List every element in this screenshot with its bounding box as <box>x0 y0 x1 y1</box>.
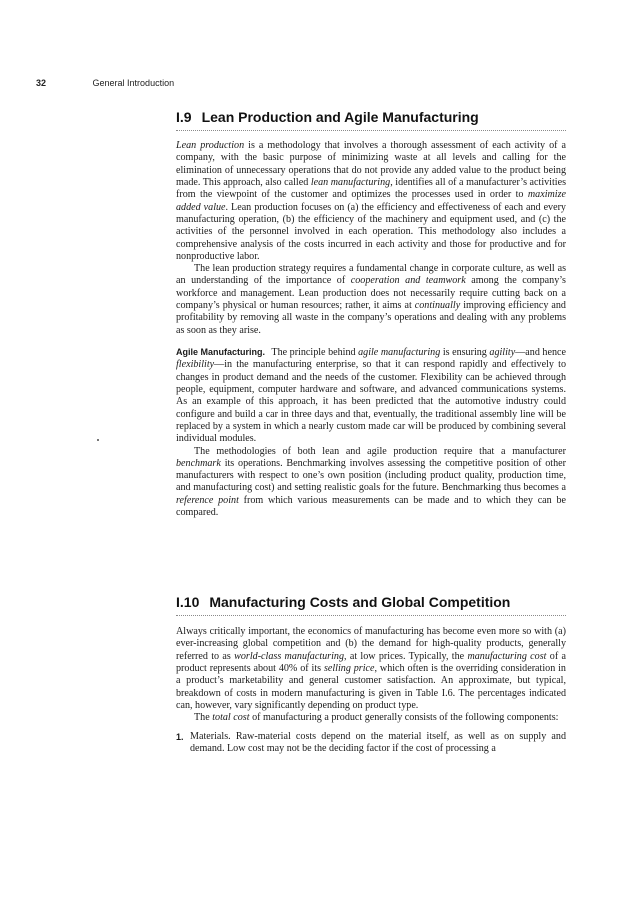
paragraph-lean-intro: Lean production is a methodology that involves a thorough assessment of each activity of a company, with the basic purpose of minimizing waste at all levels and calling for the elimination of unnecessary operations that do not provide any added value to the product being made. This approach, also called lean manufacturing, identifies all of a manufacturer’s activities from the viewpoint of the customer and optimizes the processes used in order to maximize added value. Lean production focuses on (a) the efficiency and effectiveness of each and every manufacturing operation, (b) the efficiency of the machinery and equipment used, and (c) the activities of the personnel involved in each operation. This methodology also includes a comprehensive analysis of the costs incurred in each activity and those for productive and for nonproductive labor. <box>176 140 566 262</box>
page-header <box>36 78 174 88</box>
runin-heading: Agile Manufacturing. <box>176 347 266 357</box>
list-number: 1. <box>176 731 184 742</box>
list-item <box>176 731 566 756</box>
section-number: I.10 <box>176 594 200 610</box>
section-body-1-9 <box>176 140 566 337</box>
list-label: Materials. <box>190 730 231 742</box>
paragraph-economics: Always critically important, the economics of manufacturing has become even more so with (a) ever-increasing global competition and (b) the demand for high-quality products, generally referred to as world-class manufacturing, at low prices. Typically, the manufacturing cost of a product represents about 40% of its selling price, which often is the overriding consideration in a product’s marketability and general customer satisfaction. An approximate, but typical, breakdown of costs in modern manufacturing is given in Table I.6. The percentages indicated can, however, vary significantly depending on product type. <box>176 626 566 711</box>
paragraph-lean-strategy: The lean production strategy requires a fundamental change in corporate culture, as well as an understanding of the importance of cooperation and teamwork among the company’s workforce and management. Lean production does not necessarily require cutting back on a company’s physical or human resources; rather, it aims at continually improving efficiency and profitability by removing all waste in the company’s operations and dealing with any problems as soon as they arise. <box>176 263 566 336</box>
paragraph-total-cost: The total cost of manufacturing a product generally consists of the following components: <box>194 712 559 724</box>
section-number: I.9 <box>176 109 192 125</box>
section-heading-1-10 <box>176 594 566 616</box>
agile-body <box>176 346 566 519</box>
margin-mark <box>97 439 99 441</box>
section-title: Lean Production and Agile Manufacturing <box>201 109 479 125</box>
paragraph-agile: Agile Manufacturing. The principle behind agile manufacturing is ensuring agility—and hence flexibility—in the manufacturing enterprise, so that it can respond rapidly and effectively to changes in product demand and the needs of the customer. Flexibility can be achieved through people, equipment, computer hardware and software, and advanced communications systems. As an example of this approach, it has been predicted that the automotive industry could configure and build a car in three days and that, eventually, the traditional assembly line will be replaced by a system in which a nearly custom made car will be produced by combining several individual modules. <box>176 347 566 445</box>
list-text: Raw-material costs depend on the material itself, as well as on supply and demand. Low cost may not be the deciding factor if the cost of processing a <box>190 730 566 754</box>
section-heading-1-9 <box>176 109 566 131</box>
section-title: Manufacturing Costs and Global Competition <box>209 594 511 610</box>
paragraph-benchmark: The methodologies of both lean and agile production require that a manufacturer benchmark its operations. Benchmarking involves assessing the competitive position of other manufacturers with respect to one’s own position (including product quality, production time, and manufacturing cost) and setting realistic goals for the future. Benchmarking thus becomes a reference point from which various measurements can be made and to which they can be compared. <box>176 445 566 519</box>
running-title: General Introduction <box>92 78 175 88</box>
page-number: 32 <box>36 78 47 88</box>
section-body-1-10 <box>176 626 566 755</box>
